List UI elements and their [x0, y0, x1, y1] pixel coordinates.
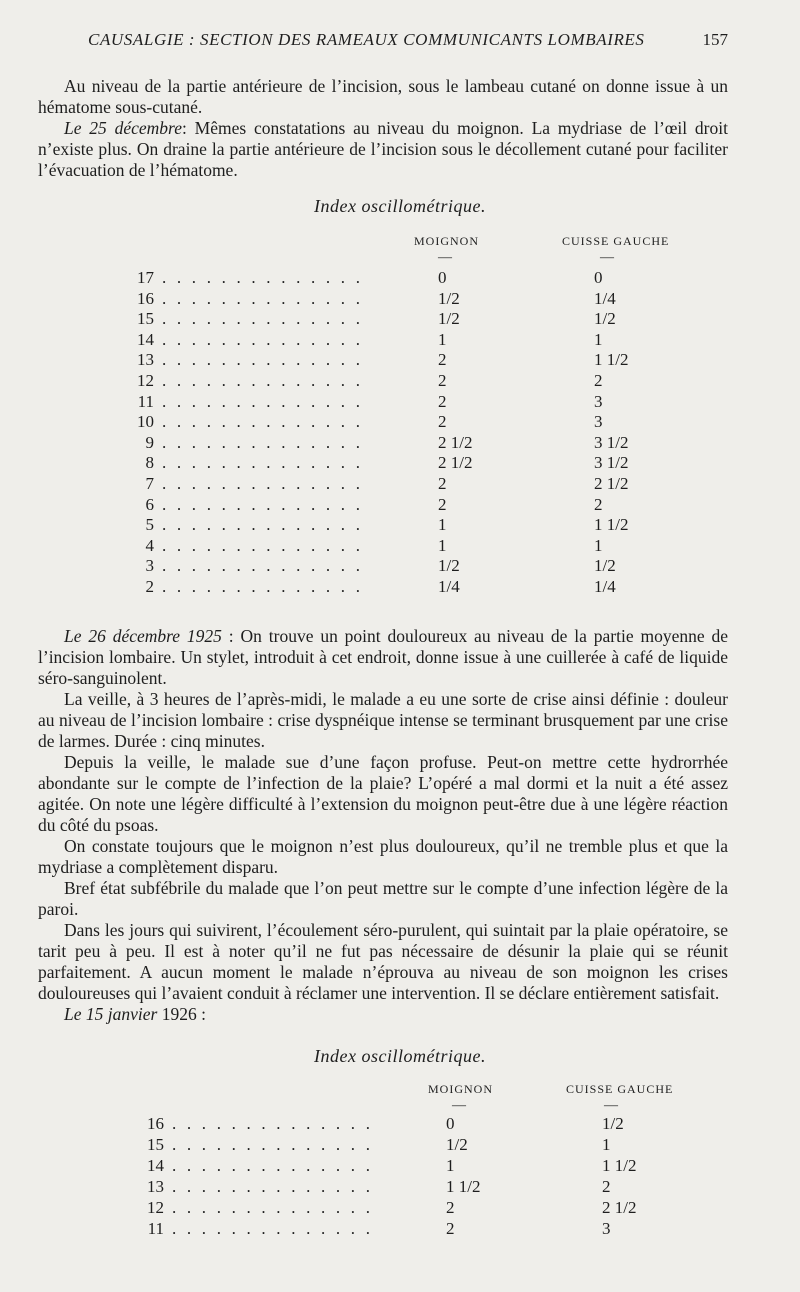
row-label: 12 — [147, 1198, 164, 1217]
cuisse-value: 2 1/2 — [602, 1198, 637, 1217]
row-label: 16 — [137, 288, 154, 308]
cuisse-value: 2 — [602, 1177, 611, 1196]
dot-leader: . . . . . . . . . . . . . . — [162, 432, 364, 452]
dot-leader: . . . . . . . . . . . . . . — [172, 1177, 374, 1196]
table-row — [0, 289, 800, 309]
dot-leader: . . . . . . . . . . . . . . — [162, 371, 364, 390]
row-label: 13 — [147, 1177, 164, 1196]
table-row — [0, 268, 800, 288]
table-row — [0, 392, 800, 412]
cuisse-value: 1/4 — [594, 577, 616, 596]
dot-leader: . . . . . . . . . . . . . . — [172, 1156, 374, 1175]
moignon-value: 2 — [438, 474, 447, 493]
column-header-moignon: MOIGNON — [428, 1082, 493, 1096]
paragraph: Dans les jours qui suivirent, l’écoulement séro-purulent, qui suintait par la plaie opératoire, se tarit peu à peu. Il est à noter qu’il ne fut pas nécessaire de désunir la plaie qui se réunit parfaitement. A aucun moment le malade n’éprouva au niveau de son moignon les crises douloureuses qui l’avaient conduit à réclamer une intervention. Il se déclare entièrement satisfait. — [38, 920, 728, 1003]
date-year: 1926 : — [161, 1004, 206, 1024]
running-header — [0, 30, 800, 56]
cuisse-value: 1/2 — [594, 309, 616, 329]
moignon-value: 2 — [438, 494, 447, 514]
table-row — [0, 412, 800, 432]
row-label: 10 — [137, 412, 154, 432]
dot-leader: . . . . . . . . . . . . . . — [162, 268, 364, 287]
column-dash: — — [600, 250, 614, 265]
cuisse-value: 1 1/2 — [602, 1156, 637, 1175]
cuisse-value: 2 — [594, 494, 603, 514]
dot-leader: . . . . . . . . . . . . . . — [162, 535, 364, 555]
row-label: 11 — [147, 1219, 164, 1238]
moignon-value: 1/2 — [446, 1135, 468, 1154]
paragraph-text: : On trouve un point douloureux au niveau de la partie moyenne de l’incision lombaire. Un stylet, introduit à cet endroit, donne issue à une cuillerée à café de liquide séro-sanguinolent. — [38, 626, 728, 688]
column-dash: — — [604, 1098, 618, 1113]
row-label: 2 — [145, 577, 154, 596]
table-row — [0, 1198, 800, 1218]
dot-leader: . . . . . . . . . . . . . . — [172, 1114, 374, 1133]
moignon-value: 1 — [446, 1156, 455, 1175]
cuisse-value: 2 — [594, 371, 603, 390]
table-row — [0, 1219, 800, 1239]
column-dash: — — [452, 1098, 466, 1113]
dot-leader: . . . . . . . . . . . . . . — [162, 412, 364, 432]
cuisse-value: 0 — [594, 268, 603, 287]
column-dash: — — [438, 250, 452, 265]
column-header-moignon: MOIGNON — [414, 234, 479, 248]
row-label: 13 — [137, 350, 154, 370]
dot-leader: . . . . . . . . . . . . . . — [162, 309, 364, 329]
row-label: 14 — [147, 1156, 164, 1175]
moignon-value: 2 — [438, 412, 447, 432]
row-label: 11 — [137, 391, 154, 411]
moignon-value: 2 — [446, 1198, 455, 1217]
cuisse-value: 1 1/2 — [594, 515, 629, 535]
table-row — [0, 1135, 800, 1155]
text-block-middle — [38, 626, 728, 1025]
dot-leader: . . . . . . . . . . . . . . — [162, 556, 364, 576]
moignon-value: 1 — [438, 329, 447, 349]
row-label: 3 — [145, 556, 154, 576]
row-label: 9 — [145, 432, 154, 452]
dot-leader: . . . . . . . . . . . . . . — [172, 1198, 374, 1217]
cuisse-value: 1 — [594, 329, 603, 349]
moignon-value: 2 — [438, 350, 447, 370]
moignon-value: 1 — [438, 515, 447, 535]
cuisse-value: 1/4 — [594, 288, 616, 308]
cuisse-value: 1 — [594, 535, 603, 555]
column-header-cuisse: CUISSE GAUCHE — [566, 1082, 674, 1096]
cuisse-value: 3 — [594, 391, 603, 411]
dot-leader: . . . . . . . . . . . . . . — [162, 515, 364, 535]
table-row — [0, 433, 800, 453]
date-prefix: Le 15 — [64, 1004, 104, 1024]
moignon-value: 1 1/2 — [446, 1177, 481, 1196]
moignon-value: 1/4 — [438, 577, 460, 596]
page-number: 157 — [702, 30, 728, 49]
cuisse-value: 3 — [594, 412, 603, 432]
moignon-value: 1/2 — [438, 556, 460, 576]
moignon-value: 1/2 — [438, 288, 460, 308]
paragraph: La veille, à 3 heures de l’après-midi, le malade a eu une sorte de crise ainsi définie : douleur au niveau de l’incision lombaire : crise dyspnéique intense se terminant brusquement par une crise de larmes. Durée : cinq minutes. — [38, 689, 728, 751]
moignon-value: 2 1/2 — [438, 432, 473, 452]
cuisse-value: 1 — [602, 1135, 611, 1154]
cuisse-value: 3 1/2 — [594, 432, 629, 452]
dot-leader: . . . . . . . . . . . . . . — [162, 391, 364, 411]
moignon-value: 1 — [438, 535, 447, 555]
dot-leader: . . . . . . . . . . . . . . — [162, 288, 364, 308]
row-label: 17 — [137, 268, 154, 287]
text-block-top — [38, 76, 728, 181]
dot-leader: . . . . . . . . . . . . . . — [172, 1219, 374, 1238]
cuisse-value: 2 1/2 — [594, 474, 629, 493]
row-label: 6 — [145, 494, 154, 514]
table-row — [0, 536, 800, 556]
moignon-value: 1/2 — [438, 309, 460, 329]
row-label: 15 — [137, 309, 154, 329]
moignon-value: 2 — [438, 371, 447, 390]
paragraph: Depuis la veille, le malade sue d’une façon profuse. Peut-on mettre cette hydrorrhée abondante sur le compte de l’infection de la plaie? L’opéré a mal dormi et la nuit a été assez agitée. On note une légère difficulté à l’extension du moignon peut-être due à une légère réaction du côté du psoas. — [38, 752, 728, 835]
paragraph: Bref état subfébrile du malade que l’on peut mettre sur le compte d’une infection légère de la paroi. — [38, 878, 728, 919]
row-label: 4 — [145, 535, 154, 555]
dot-leader: . . . . . . . . . . . . . . — [162, 329, 364, 349]
dot-leader: . . . . . . . . . . . . . . — [162, 350, 364, 370]
table-row — [0, 515, 800, 535]
table-caption: Index oscillométrique. — [314, 196, 486, 216]
paragraph — [38, 118, 728, 181]
table-row — [0, 1114, 800, 1134]
table-caption: Index oscillométrique. — [314, 1046, 486, 1066]
row-label: 14 — [137, 329, 154, 349]
running-title: CAUSALGIE : SECTION DES RAMEAUX COMMUNICANTS LOMBAIRES — [88, 30, 645, 49]
row-label: 15 — [147, 1135, 164, 1154]
table-row — [0, 330, 800, 350]
paragraph-text: : Mêmes constatations au niveau du moignon. La mydriase de l’œil droit n’existe plus. On draine la partie antérieure de l’incision sous le décollement cutané pour faciliter l’évacuation de l’hématome. — [38, 118, 728, 180]
cuisse-value: 1/2 — [594, 556, 616, 576]
cuisse-value: 1 1/2 — [594, 350, 629, 370]
date: Le 26 décembre 1925 — [64, 626, 222, 646]
table-row — [0, 453, 800, 473]
dot-leader: . . . . . . . . . . . . . . — [162, 577, 364, 596]
table-row — [0, 1177, 800, 1197]
paragraph: On constate toujours que le moignon n’est plus douloureux, qu’il ne tremble plus et que la mydriase a complètement disparu. — [38, 836, 728, 877]
table-row — [0, 474, 800, 494]
moignon-value: 2 — [438, 391, 447, 411]
moignon-value: 0 — [438, 268, 447, 287]
moignon-value: 0 — [446, 1114, 455, 1133]
table-row — [0, 309, 800, 329]
paragraph: Au niveau de la partie antérieure de l’incision, sous le lambeau cutané on donne issue à un hématome sous-cutané. — [38, 76, 728, 117]
table-row — [0, 1156, 800, 1176]
table-row — [0, 577, 800, 597]
paragraph — [38, 626, 728, 689]
row-label: 7 — [145, 474, 154, 493]
moignon-value: 2 1/2 — [438, 453, 473, 473]
row-label: 16 — [147, 1114, 164, 1133]
row-label: 12 — [137, 371, 154, 390]
cuisse-value: 3 1/2 — [594, 453, 629, 473]
row-label: 5 — [145, 515, 154, 535]
cuisse-value: 3 — [602, 1219, 611, 1238]
paragraph — [38, 1004, 728, 1025]
table-row — [0, 350, 800, 370]
dot-leader: . . . . . . . . . . . . . . — [162, 453, 364, 473]
table-row — [0, 556, 800, 576]
table-row — [0, 371, 800, 391]
row-label: 8 — [145, 453, 154, 473]
table-row — [0, 495, 800, 515]
date: Le 25 décembre — [64, 118, 182, 138]
moignon-value: 2 — [446, 1219, 455, 1238]
date-month: janvier — [107, 1004, 158, 1024]
dot-leader: . . . . . . . . . . . . . . — [162, 474, 364, 493]
dot-leader: . . . . . . . . . . . . . . — [162, 494, 364, 514]
dot-leader: . . . . . . . . . . . . . . — [172, 1135, 374, 1154]
cuisse-value: 1/2 — [602, 1114, 624, 1133]
column-header-cuisse: CUISSE GAUCHE — [562, 234, 670, 248]
